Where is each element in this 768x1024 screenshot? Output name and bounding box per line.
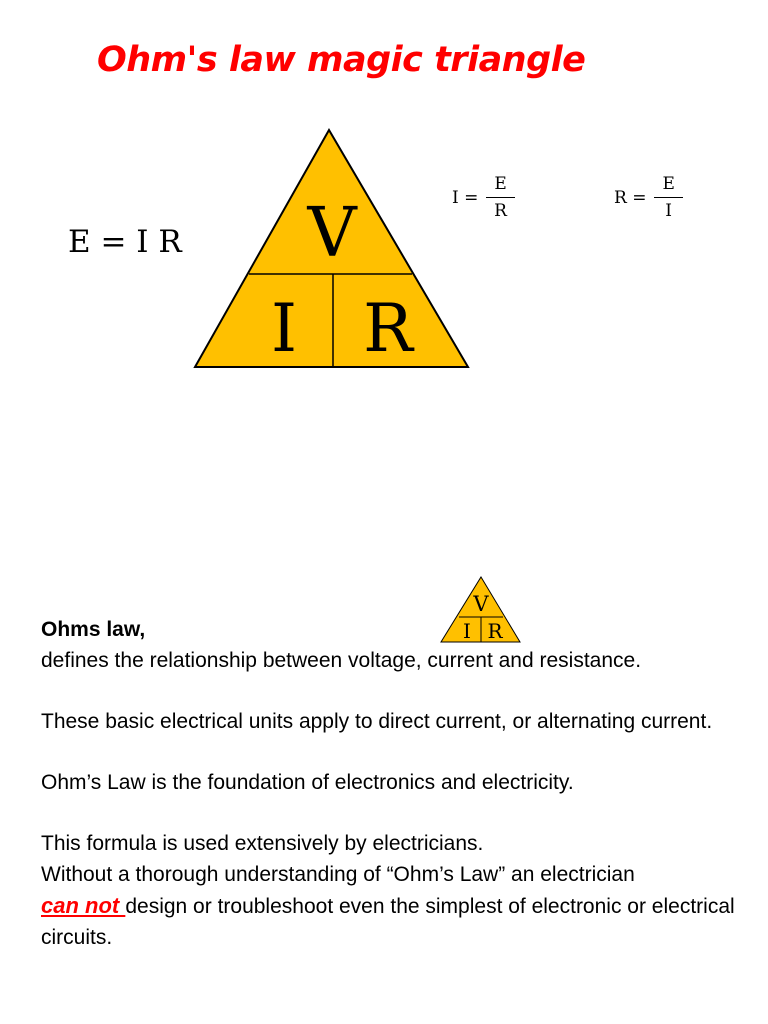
emphasis-text: can not [41,893,126,918]
body-paragraph-4-rest: design or troubleshoot even the simplest of electronic or electrical circuits. [41,895,735,949]
current-numerator: E [486,174,514,198]
small-triangle-letter-i: I [463,619,471,643]
current-denominator: R [494,201,507,221]
body-paragraph-4-line-2: Without a thorough understanding of “Ohm’s Law” an electrician [41,863,635,886]
body-paragraph-3: Ohm’s Law is the foundation of electronics and electricity. [41,771,574,794]
triangle-letter-i: I [270,290,298,367]
resistance-formula-lhs: R = [614,187,647,208]
ohms-law-formula: E = I R [68,224,182,260]
body-heading: Ohms law, [41,618,146,641]
body-paragraph-4-line-3 [41,890,751,953]
resistance-denominator: I [665,201,673,221]
body-paragraph-1: defines the relationship between voltage, current and resistance. [41,649,642,672]
ohms-triangle [192,126,472,371]
current-fraction [486,174,514,221]
body-paragraph-4-line-1: This formula is used extensively by electricians. [41,832,484,855]
body-text [41,614,751,953]
small-triangle-letter-v: V [473,592,489,616]
body-paragraph-2: These basic electrical units apply to direct current, or alternating current. [41,710,713,733]
triangle-letter-r: R [363,290,413,367]
small-triangle-letter-r: R [487,619,503,643]
resistance-numerator: E [654,174,682,198]
current-formula-lhs: I = [452,187,479,208]
resistance-formula [614,174,683,221]
page-title: Ohm's law magic triangle [97,40,586,80]
triangle-letter-v: V [307,194,357,273]
resistance-fraction [654,174,682,221]
